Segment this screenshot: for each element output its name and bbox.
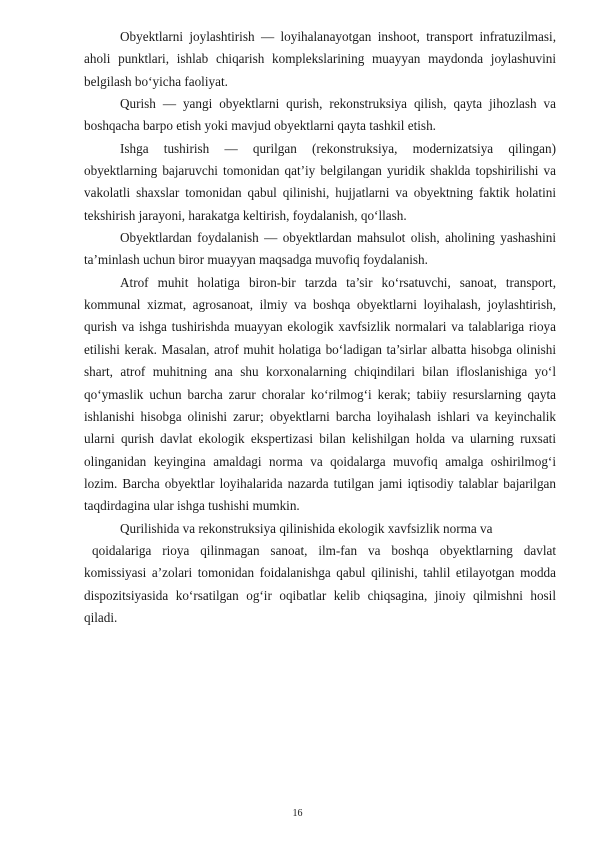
- paragraph-qurilishida: Qurilishida va rekonstruksiya qilinishida ekologik xavfsizlik norma va: [120, 520, 493, 536]
- paragraph-obyektlardan-foydalanish: Obyektlardan foydalanish — obyektlardan mahsulot olish, aholining yashashini ta’minlash uchun biror muayyan maqsadga muvofiq foydalanish.: [84, 230, 556, 268]
- paragraph-qoidalariga: qoidalariga rioya qilinmagan sanoat, ilm-fan va boshqa obyektlarning davlat komissiyasi a’zolari tomonidan foidalanishga qabul qilinishi, tahlil etilayotgan modda dispozitsiyasida ko‘rsatilgan og‘ir oqibatlar kelib chiqsagina, jinoiy qilmishni hosil qiladi.: [84, 542, 556, 625]
- document-body: [84, 26, 556, 629]
- paragraph-obyektlarni-joylashtirish: Obyektlarni joylashtirish — loyihalanayotgan inshoot, transport infratuzilmasi, aholi punktlari, ishlab chiqarish komplekslarining muayyan maydonda joylashuvini belgilash bo‘yicha faoliyat.: [84, 29, 556, 89]
- page-number: 16: [292, 808, 303, 819]
- paragraph-qurish: Qurish — yangi obyektlarni qurish, rekonstruksiya qilish, qayta jihozlash va boshqacha barpo etish yoki mavjud obyektlarni qayta tashkil etish.: [84, 96, 556, 134]
- paragraph-atrof-muhit: Atrof muhit holatiga biron-bir tarzda ta’sir ko‘rsatuvchi, sanoat, transport, kommunal xizmat, agrosanoat, ilmiy va boshqa obyektlarni loyihalash, joylashtirish, qurish va ishga tushirishda muayyan ekologik xavfsizlik normalari va talablariga rioya etilishi kerak. Masalan, atrof muhit holatiga bo‘ladigan ta’sirlar albatta hisobga olinishi shart, atrof muhitning ana shu korxonalarning chiqindilari bilan ifloslanishiga yo‘l qo‘ymaslik uchun barcha zarur choralar ko‘rilmog‘i kerak; tabiiy resurslarning qayta ishlanishi hisobga olinishi zarur; obyektlarni barcha loyihalash ishlari va keyinchalik ularni qurish davlat ekologik ekspertizasi bilan kelishilgan holda va ularning ruxsati olinganidan keyingina amaldagi norma va qoidalarga muvofiq amalga oshirilmog‘i lozim. Barcha obyektlar loyihalarida nazarda tutilgan jami iqtisodiy talablar bajarilgan taqdirdagina ular ishga tushishi mumkin.: [84, 274, 556, 514]
- paragraph-ishga-tushirish: Ishga tushirish — qurilgan (rekonstruksiya, modernizatsiya qilingan) obyektlarning bajaruvchi tomonidan qat’iy belgilangan yuridik shaklda topshirilishi va vakolatli shaxslar tomonidan qabul qilinishi, hujjatlarni va obyektning faktik holatini tekshirish jarayoni, harakatga keltirish, foydalanish, qo‘llash.: [84, 140, 556, 223]
